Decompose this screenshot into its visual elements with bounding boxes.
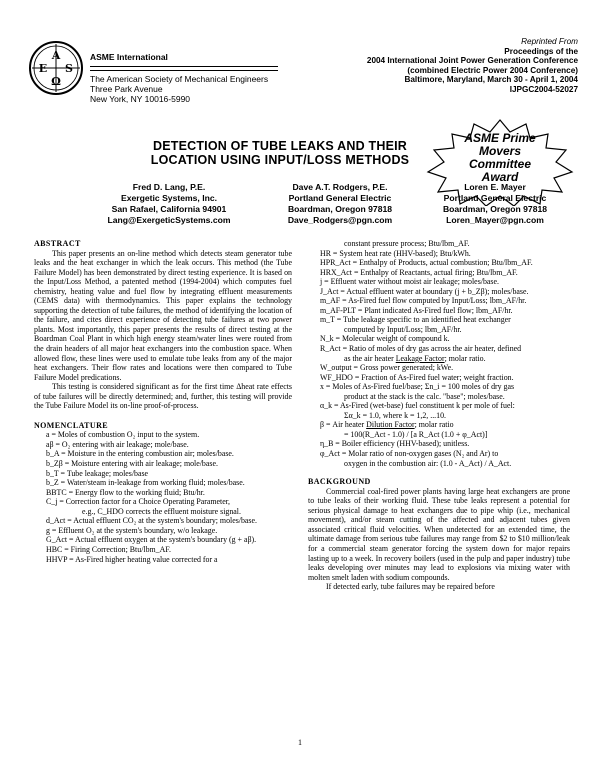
background-paragraph-2: If detected early, tube failures may be repaired before <box>326 582 495 592</box>
nomenclature-item: η_B = Boiler efficiency (HHV-based); unitless. <box>320 439 470 449</box>
svg-text:S: S <box>65 62 73 75</box>
nomenclature-item: computed by Input/Loss; lbm_AF/hr. <box>344 324 462 334</box>
nomenclature-item: b_Zβ = Moisture entering with air leakage; mole/base. <box>46 459 218 469</box>
nomenclature-item: b_Z = Water/steam in-leakage from working fluid; moles/base. <box>46 478 245 488</box>
author-email: Dave_Rodgers@pgn.com <box>287 215 393 225</box>
badge-line-2: Movers <box>478 144 522 158</box>
badge-line-4: Award <box>481 170 519 184</box>
conference-combined: (combined Electric Power 2004 Conference) <box>407 65 578 75</box>
author-city: Boardman, Oregon 97818 <box>287 204 393 214</box>
nomenclature-item: g = Effluent O₂ at the system's boundary, w/o leakage. <box>46 525 218 535</box>
abstract-paragraph-2: This testing is considered significant as for the first time Δheat rate effects of tube failures will be directly determined; and, further, this testing will provide the Tube Failure Model its on-line proof-of-process. <box>34 382 292 411</box>
author-email: Loren_Mayer@pgn.com <box>446 215 544 225</box>
paper-title <box>100 139 460 167</box>
nomenclature-item: b_T = Tube leakage; moles/base <box>46 468 149 478</box>
author-city: San Rafael, California 94901 <box>111 204 227 214</box>
title-line-1: DETECTION OF TUBE LEAKS AND THEIR <box>152 139 408 153</box>
background-heading: BACKGROUND <box>308 477 371 487</box>
nomenclature-item: β = Air heater Dilution Factor; molar ratio <box>320 420 454 430</box>
leakage-factor-term: Leakage Factor <box>395 353 445 363</box>
org-name: ASME International <box>90 52 168 62</box>
conference-info <box>278 37 578 95</box>
proceedings-label: Proceedings of the <box>504 46 578 56</box>
nomenclature-item: W_output = Gross power generated; kWe. <box>320 363 454 373</box>
abstract-paragraph-1: This paper presents an on-line method which detects steam generator tube leaks and the heat exchanger in which the leak occurs. This method (the Tube Failure Model) has been demonstrated by direct testing experience. It is based on the Input/Loss Method, a patented method (1994-2004) which computes fuel chemistry, heating value and fuel flow by integrating effluent measurements (CEMS data) with thermodynamics. This paper explains the technology supporting the detection of tube failures, the method of identifying the location of the failure, and cites direct experience of detecting tube failures at two power plants. Most importantly, this paper presents the results of direct testing at the Boardman Coal Plant in which high energy steam/water lines were routed from the drain headers of all major heat exchangers into the combustion space. When allowed flow, these lines were used to emulate tube leaks from any of the major heat exchangers. Their flow rates and locations were then compared to Tube Failure Model predications. <box>34 248 292 382</box>
title-line-2: LOCATION USING INPUT/LOSS METHODS <box>150 153 410 167</box>
left-column <box>34 239 292 564</box>
nomenclature-item: HR = System heat rate (HHV-based); Btu/kWh. <box>320 248 471 258</box>
nomenclature-item: m_AF-PLT = Plant indicated As-Fired fuel flow; lbm_AF/hr. <box>320 305 513 315</box>
author-org: Portland General Electric <box>288 193 392 203</box>
nomenclature-item: e.g., C_HDO corrects the effluent moisture signal. <box>82 506 241 516</box>
nomenclature-item: φ_Act = Molar ratio of non-oxygen gases (N₂ and Ar) to <box>320 449 499 459</box>
author-block-3 <box>410 182 580 226</box>
nomenclature-item: aβ = O₂ entering with air leakage; mole/base. <box>46 439 189 449</box>
nomenclature-item: G_Act = Actual effluent oxygen at the system's boundary (g + aβ). <box>46 535 257 545</box>
nomenclature-item: = 100(R_Act - 1.0) / [a R_Act (1.0 + φ_Act)] <box>344 429 488 439</box>
nomenclature-item: x = Moles of As-Fired fuel/base; Σn_i = 100 moles of dry gas <box>320 382 515 392</box>
author-name: Loren E. Mayer <box>464 182 526 192</box>
nomenclature-item: constant pressure process; Btu/lbm_AF. <box>344 239 470 248</box>
right-column <box>308 239 570 592</box>
author-org: Portland General Electric <box>443 193 547 203</box>
conference-location: Baltimore, Maryland, March 30 - April 1, 2004 <box>404 75 578 85</box>
nomenclature-item: oxygen in the combustion air: (1.0 - A_Act) / A_Act. <box>344 458 512 468</box>
author-block-1 <box>84 182 254 226</box>
conference-name: 2004 International Joint Power Generation Conference <box>366 56 578 66</box>
nomenclature-item: α_k = As-Fired (wet-base) fuel constituent k per mole of fuel: <box>320 401 515 411</box>
nomenclature-item: product at the stack is the calc. "base"; moles/base. <box>344 391 505 401</box>
nomenclature-item: HRX_Act = Enthalpy of Reactants, actual firing; Btu/lbm_AF. <box>320 267 518 277</box>
nomenclature-item: HPR_Act = Enthalpy of Products, actual combustion; Btu/lbm_AF. <box>320 258 533 268</box>
nomenclature-item: N_k = Molecular weight of compound k. <box>320 334 450 344</box>
nomenclature-item: WF_HDO = Fraction of As-Fired fuel water; weight fraction. <box>320 372 514 382</box>
author-org: Exergetic Systems, Inc. <box>120 193 217 203</box>
dilution-factor-term: Dilution Factor <box>366 420 415 430</box>
address-line-1: Three Park Avenue <box>90 84 163 94</box>
author-name: Fred D. Lang, P.E. <box>132 182 206 192</box>
author-email: Lang@ExergeticSystems.com <box>107 215 231 225</box>
background-paragraph-1: Commercial coal-fired power plants having large heat exchangers are prone to tube leaks of their working fluid. These tube leaks represent a potential for serious physical damage to heat exchangers due to pipe whip (i.e., mechanical movement), and/or steam cutting of the affected and adjacent tubes given associated critical fluid velocities. When undetected for an extended time, the ultimate damage from serious tube failures may range from $2 to $10 million/leak for a commercial steam generator forcing the system down for major repairs lasting up to a week. In recovery boilers (used in the pulp and paper industry) tube leaks developing over minutes may lead to explosions via mixing water with molten smelt laden with sodium compounds. <box>308 486 570 582</box>
nomenclature-item: m_AF = As-Fired fuel flow computed by Input/Loss; lbm_AF/hr. <box>320 296 527 306</box>
author-city: Boardman, Oregon 97818 <box>442 204 548 214</box>
nomenclature-item: HBC = Firing Correction; Btu/lbm_AF. <box>46 544 172 554</box>
svg-text:Ω: Ω <box>51 75 61 88</box>
nomenclature-item: as the air heater Leakage Factor; molar ratio. <box>344 353 486 363</box>
nomenclature-item: d_Act = Actual effluent CO₂ at the system's boundary; moles/base. <box>46 516 257 526</box>
header-rule-top <box>90 66 278 67</box>
nomenclature-item: a = Moles of combustion O₂ input to the system. <box>46 430 200 440</box>
reprint-label: Reprinted From <box>521 37 578 46</box>
asme-logo <box>28 40 84 96</box>
svg-text:A: A <box>51 49 61 62</box>
society-name: The American Society of Mechanical Engineers <box>90 74 269 84</box>
author-block-2 <box>255 182 425 226</box>
address-line-2: New York, NY 10016-5990 <box>90 94 191 104</box>
nomenclature-item: R_Act = Ratio of moles of dry gas across the air heater, defined <box>320 344 522 354</box>
nomenclature-item: j = Effluent water without moist air leakage; moles/base. <box>320 277 499 287</box>
page-number: 1 <box>298 738 302 747</box>
nomenclature-item: C_j = Correction factor for a Choice Operating Parameter, <box>46 497 231 507</box>
nomenclature-item: m_T = Tube leakage specific to an identified heat exchanger <box>320 315 511 325</box>
nomenclature-item: J_Act = Actual effluent water at boundary (j + b_Zβ); moles/base. <box>320 286 529 296</box>
author-name: Dave A.T. Rodgers, P.E. <box>292 182 388 192</box>
badge-line-1: ASME Prime <box>464 131 536 145</box>
nomenclature-item: BBTC = Energy flow to the working fluid; Btu/hr. <box>46 487 205 497</box>
badge-line-3: Committee <box>468 157 531 171</box>
abstract-heading: ABSTRACT <box>34 239 81 248</box>
nomenclature-item: Σα_k = 1.0, where k = 1,2, ...10. <box>344 410 447 420</box>
nomenclature-item: b_A = Moisture in the entering combustion air; moles/base. <box>46 449 234 459</box>
nomenclature-item: HHVP = As-Fired higher heating value corrected for a <box>46 554 218 564</box>
svg-text:E: E <box>38 62 48 75</box>
paper-id: IJPGC2004-52027 <box>509 84 578 94</box>
nomenclature-heading: NOMENCLATURE <box>34 420 108 430</box>
header-rule-bottom <box>90 70 278 71</box>
